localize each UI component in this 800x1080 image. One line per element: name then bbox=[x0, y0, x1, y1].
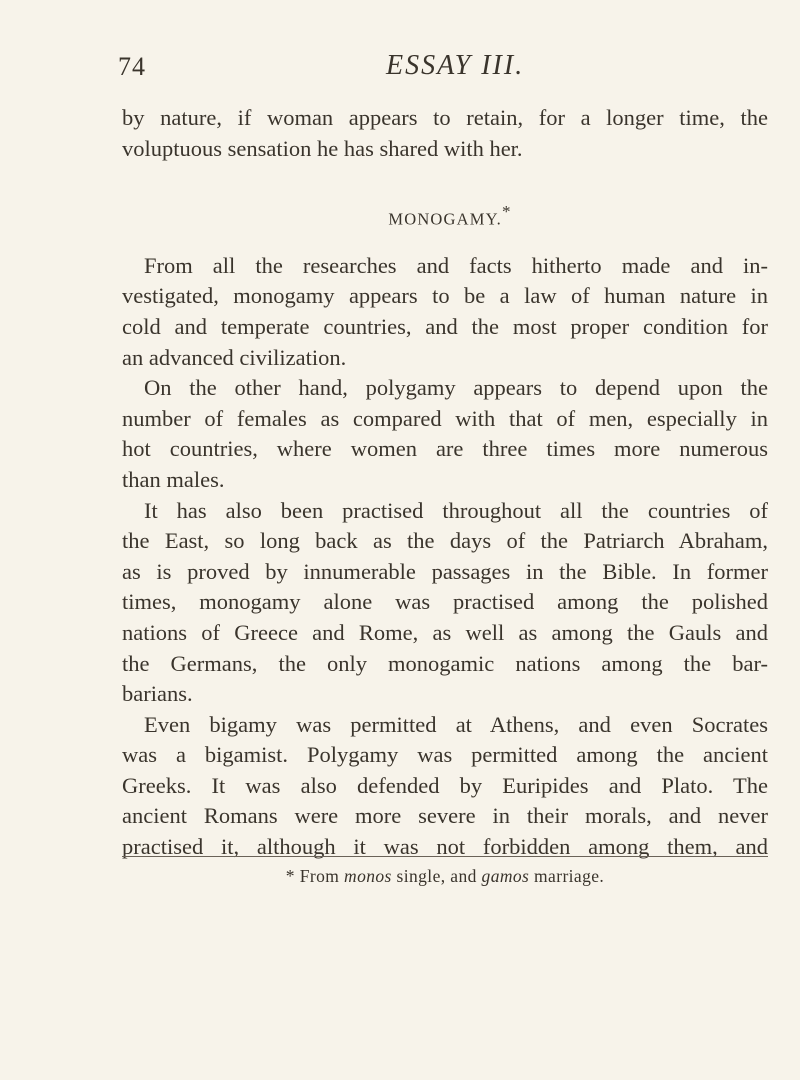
footnote-term: monos bbox=[344, 866, 392, 886]
text-line: hot countries, where women are three times more numerous bbox=[122, 436, 768, 462]
footnote bbox=[122, 863, 768, 889]
text-line: cold and temperate countries, and the most proper condition for bbox=[122, 313, 768, 339]
text-line: practised it, although it was not forbidden among them, and bbox=[122, 834, 768, 860]
text-line: On the other hand, polygamy appears to depend upon the bbox=[144, 375, 768, 401]
paragraph bbox=[122, 373, 768, 495]
text-line: by nature, if woman appears to retain, for a longer time, the bbox=[122, 105, 768, 130]
text-line: as is proved by innumerable passages in the Bible. In former bbox=[122, 558, 768, 584]
footnote-divider bbox=[122, 856, 768, 857]
text-line: voluptuous sensation he has shared with her. bbox=[122, 135, 523, 161]
text-line: an advanced civilization. bbox=[122, 344, 347, 370]
text-line: number of females as compared with that of men, especially in bbox=[122, 405, 768, 431]
text-line: barians. bbox=[122, 681, 193, 707]
section-heading bbox=[132, 198, 768, 229]
text-line: ancient Romans were more severe in their morals, and never bbox=[122, 803, 768, 829]
paragraph bbox=[122, 710, 768, 863]
footnote-term: gamos bbox=[481, 866, 530, 886]
footnote-marker: * bbox=[285, 866, 295, 886]
text-line: nations of Greece and Rome, as well as among the Gauls and bbox=[122, 619, 768, 645]
text-line: It has also been practised throughout all the countries of bbox=[144, 497, 768, 523]
text-line: From all the researches and facts hitherto made and in- bbox=[144, 252, 768, 278]
section-heading-text: MONOGAMY. bbox=[388, 209, 502, 229]
paragraph bbox=[122, 496, 768, 710]
running-head: ESSAY III. bbox=[386, 50, 525, 81]
text-line: vestigated, monogamy appears to be a law of human nature in bbox=[122, 283, 768, 309]
body-text bbox=[122, 103, 768, 863]
page-number: 74 bbox=[118, 52, 146, 81]
footnote-text: marriage. bbox=[534, 866, 605, 886]
footnote-text: From bbox=[299, 866, 340, 886]
paragraph bbox=[122, 251, 768, 373]
page-header bbox=[118, 50, 768, 90]
text-line: Greeks. It was also defended by Euripides and Plato. The bbox=[122, 772, 768, 798]
text-line: the Germans, the only monogamic nations among the bar- bbox=[122, 650, 768, 676]
footnote-text: single, and bbox=[396, 866, 477, 886]
intro-paragraph bbox=[122, 103, 768, 164]
footnote-reference-marker: * bbox=[501, 202, 512, 222]
text-line: times, monogamy alone was practised among the polished bbox=[122, 589, 768, 615]
text-line: the East, so long back as the days of the Patriarch Abraham, bbox=[122, 528, 768, 554]
text-line: than males. bbox=[122, 466, 225, 492]
text-line: was a bigamist. Polygamy was permitted among the ancient bbox=[122, 742, 768, 768]
text-line: Even bigamy was permitted at Athens, and even Socrates bbox=[144, 711, 768, 737]
